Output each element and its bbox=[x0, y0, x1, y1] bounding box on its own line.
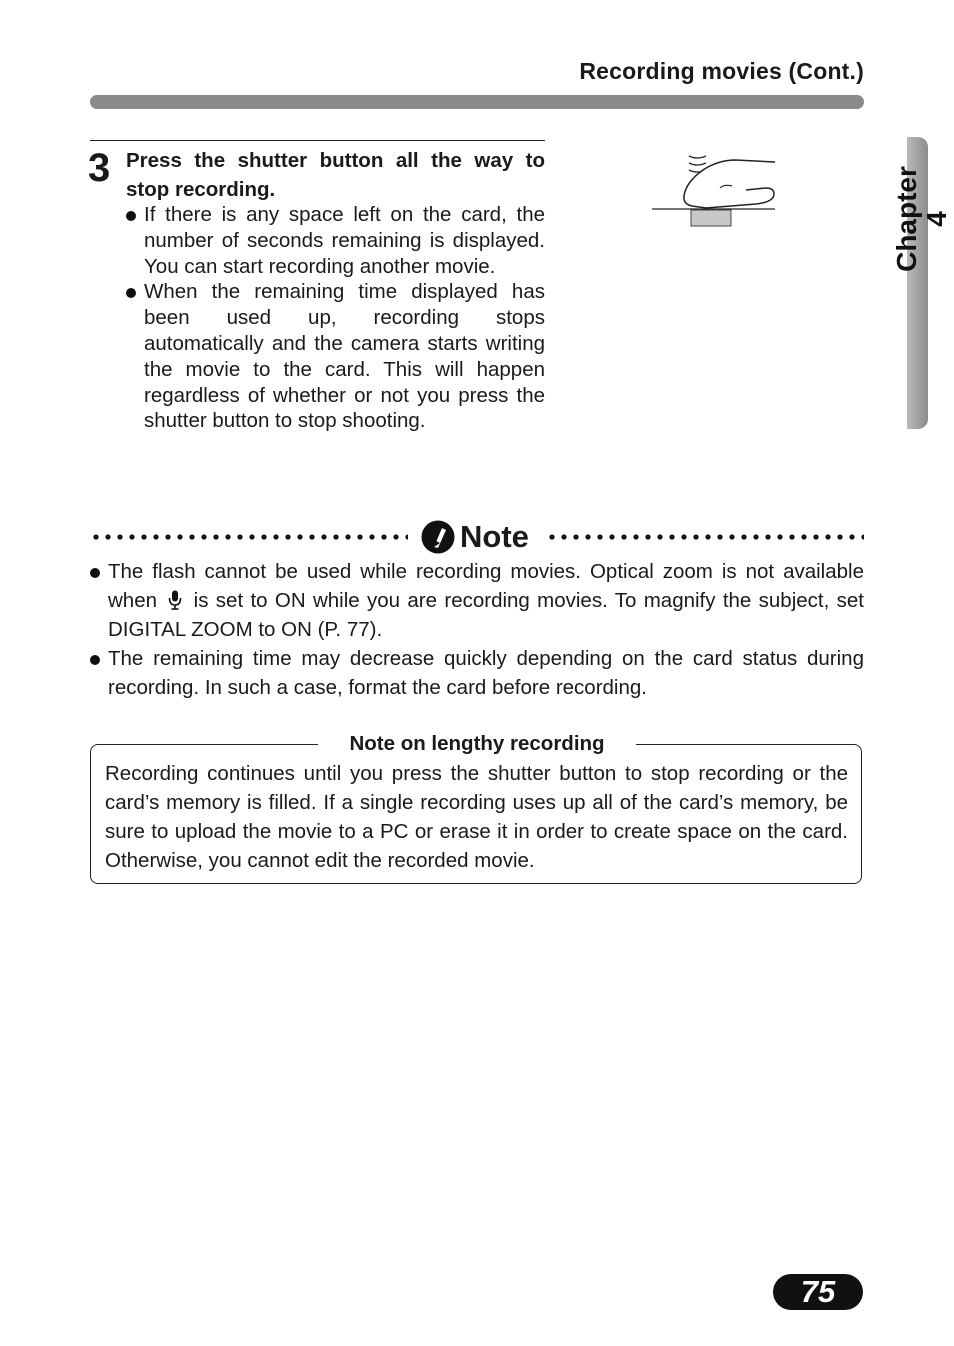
page-number-badge: 75 bbox=[773, 1274, 863, 1310]
dotted-leader bbox=[90, 534, 408, 540]
lengthy-recording-title: Note on lengthy recording bbox=[318, 730, 636, 758]
note-pencil-icon bbox=[421, 520, 455, 554]
step-bullet-item bbox=[126, 279, 545, 434]
header-divider-bar bbox=[90, 95, 864, 109]
step-bullet-list bbox=[126, 202, 545, 434]
note-item bbox=[90, 557, 864, 644]
bullet-icon bbox=[126, 288, 136, 298]
step-heading: Press the shutter button all the way to stop recording. bbox=[126, 149, 545, 201]
step-bullet-text: When the remaining time displayed has been used up, recording stops automatically and the camera starts writing the movie to the card. This will happen regardless of whether or not you press the shutter button to stop shooting. bbox=[144, 280, 545, 433]
step-number: 3 bbox=[88, 146, 111, 190]
page-section-title: Recording movies (Cont.) bbox=[579, 58, 864, 84]
step-bullet-item bbox=[126, 202, 545, 279]
bullet-icon bbox=[126, 211, 136, 221]
step-bullet-text: If there is any space left on the card, the number of seconds remaining is displayed. You can start recording another movie. bbox=[144, 203, 545, 278]
chapter-tab-label: Chapter 4 bbox=[891, 166, 952, 272]
note-title: Note bbox=[460, 519, 529, 554]
lengthy-recording-body: Recording continues until you press the shutter button to stop recording or the card’s memory is filled. If a single recording uses up all of the card’s memory, be sure to upload the movie to a PC or erase it in order to create space on the card. Otherwise, you cannot edit the recorded movie. bbox=[105, 762, 848, 872]
bullet-icon bbox=[90, 655, 100, 665]
note-list bbox=[90, 557, 864, 702]
dotted-leader bbox=[546, 534, 864, 540]
bullet-icon bbox=[90, 568, 100, 578]
microphone-icon bbox=[168, 590, 182, 610]
note-text: is set to ON while you are recording movies. To magnify the subject, set DIGITAL ZOOM to ON (P. 77). bbox=[108, 589, 864, 641]
note-text: The flash cannot be used while recording movies. Optical zoom is not available when bbox=[108, 560, 864, 612]
note-item bbox=[90, 644, 864, 702]
shutter-press-icon bbox=[648, 148, 783, 230]
note-header bbox=[90, 515, 864, 559]
note-text: The remaining time may decrease quickly depending on the card status during recording. In such a case, format the card before recording. bbox=[108, 647, 864, 699]
step-divider bbox=[90, 140, 545, 141]
